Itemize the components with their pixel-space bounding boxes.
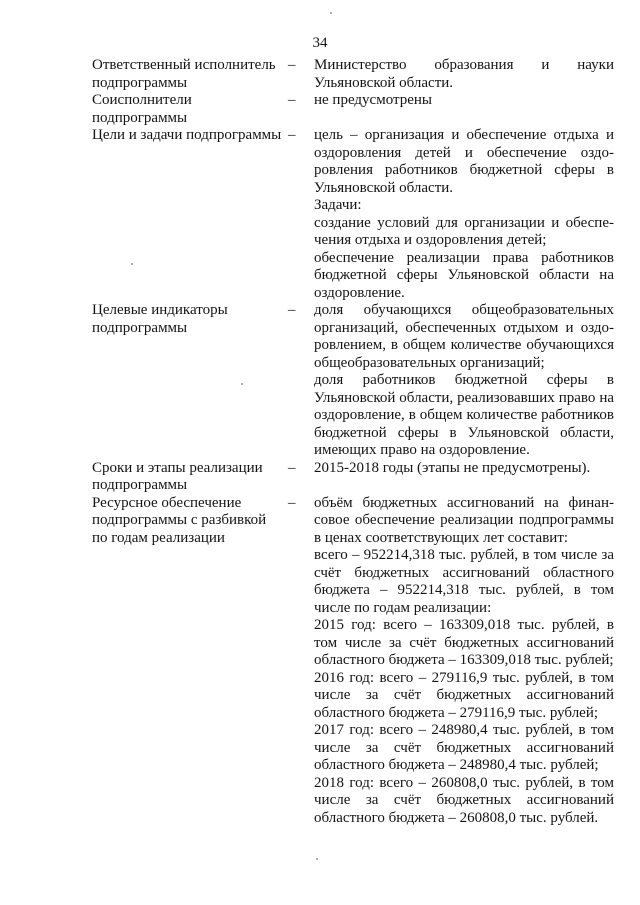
scan-speck: [330, 12, 332, 14]
row-value: [314, 92, 614, 127]
value-paragraph: 2015-2018 годы (этапы не предусмотрены).: [314, 459, 591, 476]
row-dash: –: [288, 459, 296, 476]
page-number: 34: [312, 35, 328, 51]
label-line: Ресурсное обеспечение: [92, 494, 242, 511]
scan-speck: [241, 383, 243, 385]
row-label: [92, 92, 288, 127]
row-label: [92, 302, 288, 460]
row-dash: –: [288, 92, 296, 108]
label-line: Цели и задачи подпрограммы: [92, 127, 282, 143]
row-value: [314, 302, 614, 460]
row-label: [92, 460, 288, 495]
value-paragraph: 2018 год: всего – 260808,0 тыс. рублей, в том числе за счёт бюджетных ассигнований областного бюджета – 260808,0 тыс. рублей.: [314, 774, 614, 826]
label-line: Сроки и этапы реализации: [92, 459, 263, 476]
value-paragraph: объём бюджетных ассигнований на финансовое обеспечение реализации подпрограммы в ценах соответствующих лет составит:: [314, 494, 614, 546]
value-paragraph: создание условий для организации и обеспечения отдыха и оздоровления детей;: [314, 214, 614, 248]
row-label: [92, 57, 288, 92]
label-line: Целевые индикаторы: [92, 302, 228, 318]
value-paragraph: Задачи:: [314, 197, 362, 213]
value-paragraph: 2016 год: всего – 279116,9 тыс. рублей, в том числе за счёт бюджетных ассигнований областного бюджета – 279116,9 тыс. рублей;: [314, 669, 614, 721]
row-dash: –: [288, 57, 296, 73]
value-paragraph: Министерство образования и науки Ульяновской области.: [314, 57, 614, 91]
label-line: подпрограммы с разбивкой: [92, 512, 267, 528]
row-value: [314, 57, 614, 92]
subprogram-passport-table: [92, 57, 614, 827]
label-line: подпрограммы: [92, 74, 188, 91]
label-line: подпрограммы: [92, 477, 188, 493]
label-line: подпрограммы: [92, 319, 188, 336]
row-responsible-executor: [92, 57, 614, 92]
value-paragraph: доля обучающихся общеобразовательных организаций, обеспеченных отдыхом и оздоровлением, в общем количестве обучающихся общеобразовательных организаций;: [314, 302, 614, 371]
row-goals-and-tasks: [92, 127, 614, 302]
scan-speck: [131, 263, 133, 265]
row-target-indicators: [92, 302, 614, 460]
value-paragraph: 2017 год: всего – 248980,4 тыс. рублей, в том числе за счёт бюджетных ассигнований областного бюджета – 248980,4 тыс. рублей;: [314, 722, 614, 773]
row-dash: –: [288, 127, 296, 143]
row-resource-provision: [92, 495, 614, 828]
value-paragraph: 2015 год: всего – 163309,018 тыс. рублей, в том числе за счёт бюджетных ассигнований областного бюджета – 163309,018 тыс. рублей;: [314, 617, 614, 668]
scan-speck: [316, 858, 318, 860]
label-line: по годам реализации: [92, 529, 225, 546]
row-value: [314, 495, 614, 828]
value-paragraph: цель – организация и обеспечение отдыха и оздоровления детей и обеспечение оздоровления работников бюджетной сферы в Ульяновской области.: [314, 127, 614, 196]
row-terms-and-stages: [92, 460, 614, 495]
value-paragraph: не предусмотрены: [314, 92, 433, 108]
row-co-executors: [92, 92, 614, 127]
value-paragraph: обеспечение реализации права работников бюджетной сферы Ульяновской области на оздоровление.: [314, 249, 614, 301]
row-label: [92, 127, 288, 302]
row-dash: –: [288, 302, 296, 318]
row-value: [314, 460, 614, 495]
row-label: [92, 495, 288, 828]
row-dash: –: [288, 494, 296, 511]
label-line: подпрограммы: [92, 109, 188, 126]
value-paragraph: всего – 952214,318 тыс. рублей, в том числе за счёт бюджетных ассигнований областного бюджета – 952214,318 тыс. рублей, в том числе по годам реализации:: [314, 547, 614, 616]
row-value: [314, 127, 614, 302]
label-line: Соисполнители: [92, 92, 192, 108]
label-line: Ответственный исполнитель: [92, 57, 276, 73]
value-paragraph: доля работников бюджетной сферы в Ульяновской области, реализовавших право на оздоровление, в общем количестве работников бюджетной сферы в Ульяновской области, имеющих право на оздоровление.: [314, 372, 614, 458]
